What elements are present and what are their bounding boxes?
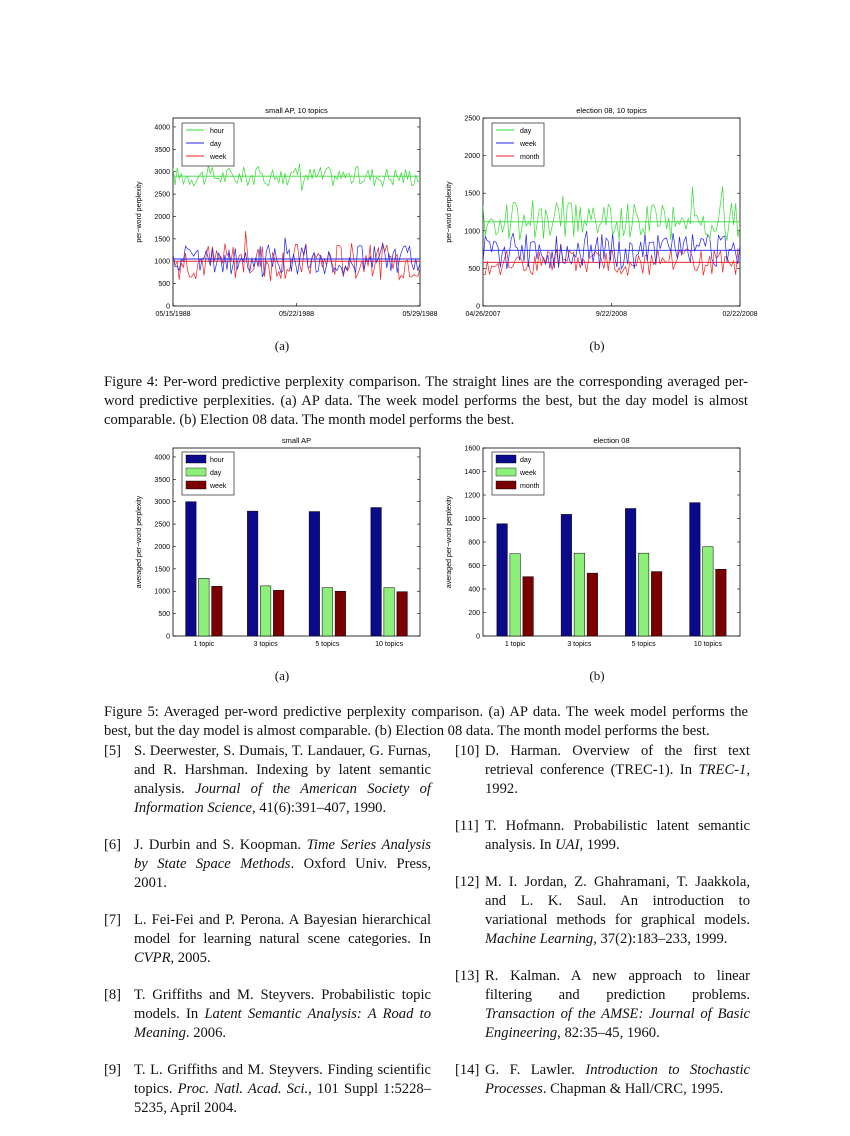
bar-day — [260, 586, 271, 636]
reference-venue: Proc. Natl. Acad. Sci. — [177, 1081, 309, 1097]
reference-number: [10] — [455, 743, 480, 759]
reference-text: . Oxford Univ. Press, 2001. — [134, 856, 431, 891]
x-tick-label: 3 topics — [253, 641, 278, 648]
reference-text: , 2005. — [170, 950, 211, 966]
reference-number: [5] — [104, 743, 122, 759]
legend-label: day — [520, 457, 532, 464]
chart-title: election 08 — [593, 436, 630, 445]
legend-label: month — [520, 154, 540, 161]
x-tick-label: 5 topics — [631, 641, 656, 648]
reference-text: T. Griffiths and M. Steyvers. Probabilistic topic models. In — [134, 987, 431, 1022]
y-tick-label: 1600 — [464, 445, 480, 453]
y-tick-label: 500 — [158, 281, 170, 289]
x-tick-label: 02/22/2008 — [722, 311, 758, 318]
bar-month — [523, 577, 534, 636]
legend-label: month — [520, 483, 540, 490]
reference-text: , 41(6):391–407, 1990. — [251, 800, 387, 816]
reference-text: R. Kalman. A new approach to linear filtering and prediction problems. — [485, 968, 750, 1003]
reference-venue: CVPR — [134, 950, 171, 966]
reference-text: D. Harman. Overview of the first text retrieval conference (TREC-1). In — [485, 743, 750, 778]
reference-entry — [455, 873, 750, 949]
y-tick-label: 2500 — [464, 115, 480, 123]
figure4-subcaption-a: (a) — [274, 338, 290, 353]
reference-text: S. Deerwester, S. Dumais, T. Landauer, G. Furnas, and R. Harshman. Indexing by latent semantic analysis. — [134, 743, 431, 797]
reference-number: [13] — [455, 968, 480, 984]
y-tick-label: 4000 — [154, 454, 170, 462]
y-tick-label: 2000 — [154, 543, 170, 551]
reference-number: [7] — [104, 912, 122, 928]
reference-text: , 1999. — [579, 837, 620, 853]
y-tick-label: 0 — [476, 633, 480, 641]
y-tick-label: 3000 — [154, 169, 170, 177]
bar-day — [199, 578, 210, 636]
x-tick-label: 1 topic — [504, 641, 526, 648]
y-tick-label: 200 — [468, 610, 480, 617]
bar-week — [397, 592, 408, 636]
chart-title: small AP, 10 topics — [265, 106, 328, 115]
x-tick-label: 05/15/1988 — [155, 311, 191, 318]
x-tick-label: 05/22/1988 — [278, 311, 315, 318]
x-tick-label: 5 topics — [315, 641, 340, 648]
reference-venue: Journal of the American Society of Information Science — [134, 781, 431, 816]
y-tick-label: 3500 — [154, 476, 170, 484]
reference-entry — [455, 742, 750, 799]
figure4-caption: Figure 4: Per-word predictive perplexity comparison. The straight lines are the corresponding averaged per-word predictive perplexities. (a) AP data. The week model performs the best, but the day model is almost comparable. (b) Election 08 data. The month model performs the best. — [104, 374, 748, 428]
reference-entry — [455, 967, 750, 1043]
y-axis-label: per−word perplexity — [136, 181, 143, 243]
series-line-hour — [173, 164, 420, 191]
legend-swatch — [496, 481, 516, 489]
y-tick-label: 0 — [166, 303, 170, 311]
bar-day — [625, 509, 636, 636]
legend-swatch — [496, 455, 516, 463]
reference-number: [11] — [455, 818, 479, 834]
bar-week — [212, 586, 223, 636]
reference-number: [6] — [104, 837, 122, 853]
reference-entry — [104, 911, 431, 968]
reference-text: , 1992. — [485, 762, 750, 797]
y-tick-label: 500 — [158, 611, 170, 619]
x-tick-label: 3 topics — [567, 641, 592, 648]
bar-day — [384, 588, 395, 636]
series-line-day — [483, 187, 740, 241]
bar-week — [335, 591, 346, 636]
bar-day — [561, 514, 572, 636]
y-tick-label: 1000 — [154, 588, 170, 596]
reference-entry — [455, 817, 750, 855]
series-line-week — [483, 231, 740, 269]
reference-number: [14] — [455, 1062, 480, 1078]
bar-month — [651, 572, 662, 636]
reference-venue: Latent Semantic Analysis: A Road to Meaning — [134, 1006, 431, 1041]
series-line-week — [173, 231, 420, 281]
reference-text: . Chapman & Hall/CRC, 1995. — [542, 1081, 724, 1097]
reference-entry — [104, 986, 431, 1043]
reference-venue: UAI — [555, 837, 580, 853]
y-tick-label: 0 — [166, 633, 170, 641]
legend-label: day — [210, 141, 222, 148]
y-tick-label: 4000 — [154, 124, 170, 132]
reference-text: G. F. Lawler. — [485, 1062, 586, 1078]
bar-hour — [186, 502, 197, 636]
legend-label: week — [210, 483, 227, 490]
bar-week — [703, 547, 714, 636]
y-axis-label: averaged per−word perplexity — [446, 495, 453, 589]
reference-text: , 82:35–45, 1960. — [557, 1025, 660, 1041]
y-tick-label: 3000 — [154, 499, 170, 507]
bar-day — [690, 503, 701, 636]
bar-week — [574, 553, 585, 636]
reference-text: , 37(2):183–233, 1999. — [593, 931, 728, 947]
figure5-panel-a-chart — [130, 430, 430, 655]
y-tick-label: 0 — [476, 303, 480, 311]
reference-entry — [104, 1061, 431, 1118]
y-tick-label: 2000 — [464, 153, 480, 161]
reference-text: L. Fei-Fei and P. Perona. A Bayesian hierarchical model for learning natural scene categories. In — [134, 912, 431, 947]
bar-hour — [309, 512, 320, 636]
reference-text: . 2006. — [185, 1025, 227, 1041]
x-tick-label: 1 topic — [193, 641, 215, 648]
reference-venue: Transaction of the AMSE: Journal of Basic Engineering — [485, 1006, 750, 1041]
legend-swatch — [186, 481, 206, 489]
figure5-subcaption-b: (b) — [589, 668, 605, 683]
figure5-caption: Figure 5: Averaged per-word predictive perplexity comparison. (a) AP data. The week model performs the best, but the day model is almost comparable. (b) Election 08 data. The month model performs the best. — [104, 704, 748, 739]
reference-entry — [455, 1061, 750, 1099]
legend-label: week — [520, 470, 537, 477]
bar-month — [587, 573, 598, 636]
y-tick-label: 3500 — [154, 146, 170, 154]
reference-number: [9] — [104, 1062, 122, 1078]
reference-text: J. Durbin and S. Koopman. — [134, 837, 307, 853]
figure5-subcaption-a: (a) — [274, 668, 290, 683]
bar-week — [638, 553, 649, 636]
y-tick-label: 600 — [468, 563, 480, 570]
chart-title: election 08, 10 topics — [576, 106, 647, 115]
reference-text: , 101 Suppl 1:5228–5235, April 2004. — [134, 1081, 431, 1116]
y-axis-label: per−word perplexity — [446, 181, 453, 243]
reference-number: [8] — [104, 987, 122, 1003]
references-right-column — [455, 742, 750, 1117]
legend-label: hour — [210, 128, 225, 135]
x-tick-label: 05/29/1988 — [402, 311, 438, 318]
legend-label: week — [520, 141, 537, 148]
reference-entry — [104, 836, 431, 893]
y-axis-label: averaged per−word perplexity — [136, 495, 143, 589]
references-left-column — [104, 742, 431, 1136]
y-tick-label: 400 — [468, 586, 480, 594]
reference-text: M. I. Jordan, Z. Ghahramani, T. Jaakkola, and L. K. Saul. An introduction to variational methods for graphical models. — [485, 874, 750, 928]
bar-day — [497, 524, 508, 636]
bar-week — [510, 554, 521, 636]
bar-week — [273, 590, 284, 636]
y-tick-label: 2500 — [154, 521, 170, 529]
y-tick-label: 1500 — [154, 236, 170, 244]
bar-hour — [247, 511, 258, 636]
x-tick-label: 04/26/2007 — [465, 311, 501, 318]
legend-label: hour — [210, 457, 225, 464]
reference-venue: Machine Learning — [485, 931, 594, 947]
y-tick-label: 1200 — [464, 492, 480, 500]
figure5-panel-b-chart — [440, 430, 750, 655]
legend-label: week — [210, 154, 227, 161]
y-tick-label: 1500 — [464, 190, 480, 198]
chart-title: small AP — [281, 436, 312, 445]
x-tick-label: 10 topics — [693, 641, 722, 648]
y-tick-label: 1400 — [464, 469, 480, 476]
legend-swatch — [496, 468, 516, 476]
x-tick-label: 10 topics — [375, 641, 404, 648]
y-tick-label: 2500 — [154, 191, 170, 199]
y-tick-label: 500 — [468, 265, 480, 273]
y-tick-label: 1500 — [154, 566, 170, 574]
figure4-panel-a-chart — [130, 100, 438, 325]
reference-venue: Introduction to Stochastic Processes — [485, 1062, 750, 1097]
legend-swatch — [186, 455, 206, 463]
figure4-subcaption-b: (b) — [589, 338, 605, 353]
legend-label: day — [520, 128, 532, 135]
reference-venue: Time Series Analysis by State Space Methods — [134, 837, 431, 872]
bar-month — [716, 569, 727, 636]
reference-text: T. Hofmann. Probabilistic latent semantic analysis. In — [485, 818, 750, 853]
y-tick-label: 1000 — [464, 516, 480, 523]
reference-number: [12] — [455, 874, 480, 890]
figure4-panel-b-chart — [440, 100, 758, 325]
y-tick-label: 800 — [468, 539, 480, 547]
y-tick-label: 2000 — [154, 213, 170, 221]
bar-day — [322, 588, 333, 636]
y-tick-label: 1000 — [154, 258, 170, 266]
y-tick-label: 1000 — [464, 228, 480, 236]
legend-swatch — [186, 468, 206, 476]
reference-text: T. L. Griffiths and M. Steyvers. Finding scientific topics. — [134, 1062, 431, 1097]
bar-hour — [371, 508, 382, 636]
reference-entry — [104, 742, 431, 818]
reference-venue: TREC-1 — [698, 762, 747, 778]
legend-label: day — [210, 470, 222, 477]
x-tick-label: 9/22/2008 — [595, 311, 628, 318]
